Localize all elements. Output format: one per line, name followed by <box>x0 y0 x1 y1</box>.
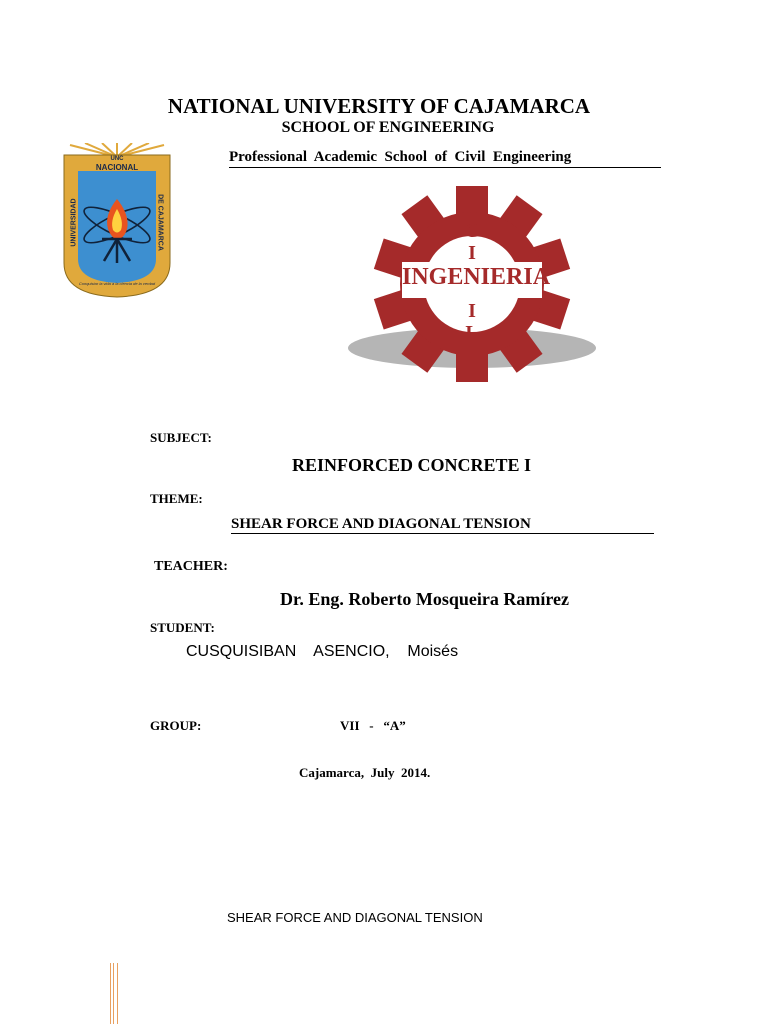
department-title: Professional Academic School of Civil Engineering <box>229 149 661 168</box>
seal-nacional-text: NACIONAL <box>95 163 139 172</box>
seal-right-text: DE CAJAMARCA <box>156 194 164 251</box>
logo-letter: I <box>468 300 476 322</box>
footer-running-title: SHEAR FORCE AND DIAGONAL TENSION <box>227 910 483 925</box>
university-seal <box>60 143 174 301</box>
group-label: GROUP: <box>150 718 202 733</box>
theme-label: THEME: <box>150 491 203 506</box>
seal-bottom-text: Conquistar la vida a la ciencia de la verdad <box>78 281 156 286</box>
margin-line <box>110 963 111 1024</box>
teacher-label-row <box>146 558 228 575</box>
margin-line <box>117 963 118 1024</box>
teacher-value: Dr. Eng. Roberto Mosqueira Ramírez <box>280 589 569 609</box>
subject-label: SUBJECT: <box>150 430 212 445</box>
logo-letter: L <box>465 322 479 344</box>
group-label-row <box>146 718 201 734</box>
group-value: VII - “A” <box>340 718 406 733</box>
student-label: STUDENT: <box>150 620 215 635</box>
seal-top-text: UNC <box>110 156 124 162</box>
student-value: CUSQUISIBAN ASENCIO, Moisés <box>186 643 459 660</box>
teacher-label: TEACHER: <box>154 559 228 574</box>
school-title: SCHOOL OF ENGINEERING <box>281 119 495 136</box>
subject-label-row <box>146 430 212 446</box>
logo-word: INGENIERIA <box>402 264 551 290</box>
logo-letter: I <box>468 242 476 264</box>
place-date: Cajamarca, July 2014. <box>299 765 431 780</box>
student-label-row <box>146 620 215 636</box>
logo-letter: C <box>464 220 480 242</box>
seal-left-text: UNIVERSIDAD <box>70 198 78 247</box>
civil-engineering-logo <box>346 186 598 390</box>
subject-value: REINFORCED CONCRETE I <box>292 455 532 475</box>
theme-label-row <box>146 491 203 507</box>
university-title: NATIONAL UNIVERSITY OF CAJAMARCA <box>167 94 591 118</box>
theme-value: SHEAR FORCE AND DIAGONAL TENSION <box>231 516 654 534</box>
margin-line <box>113 963 114 1024</box>
